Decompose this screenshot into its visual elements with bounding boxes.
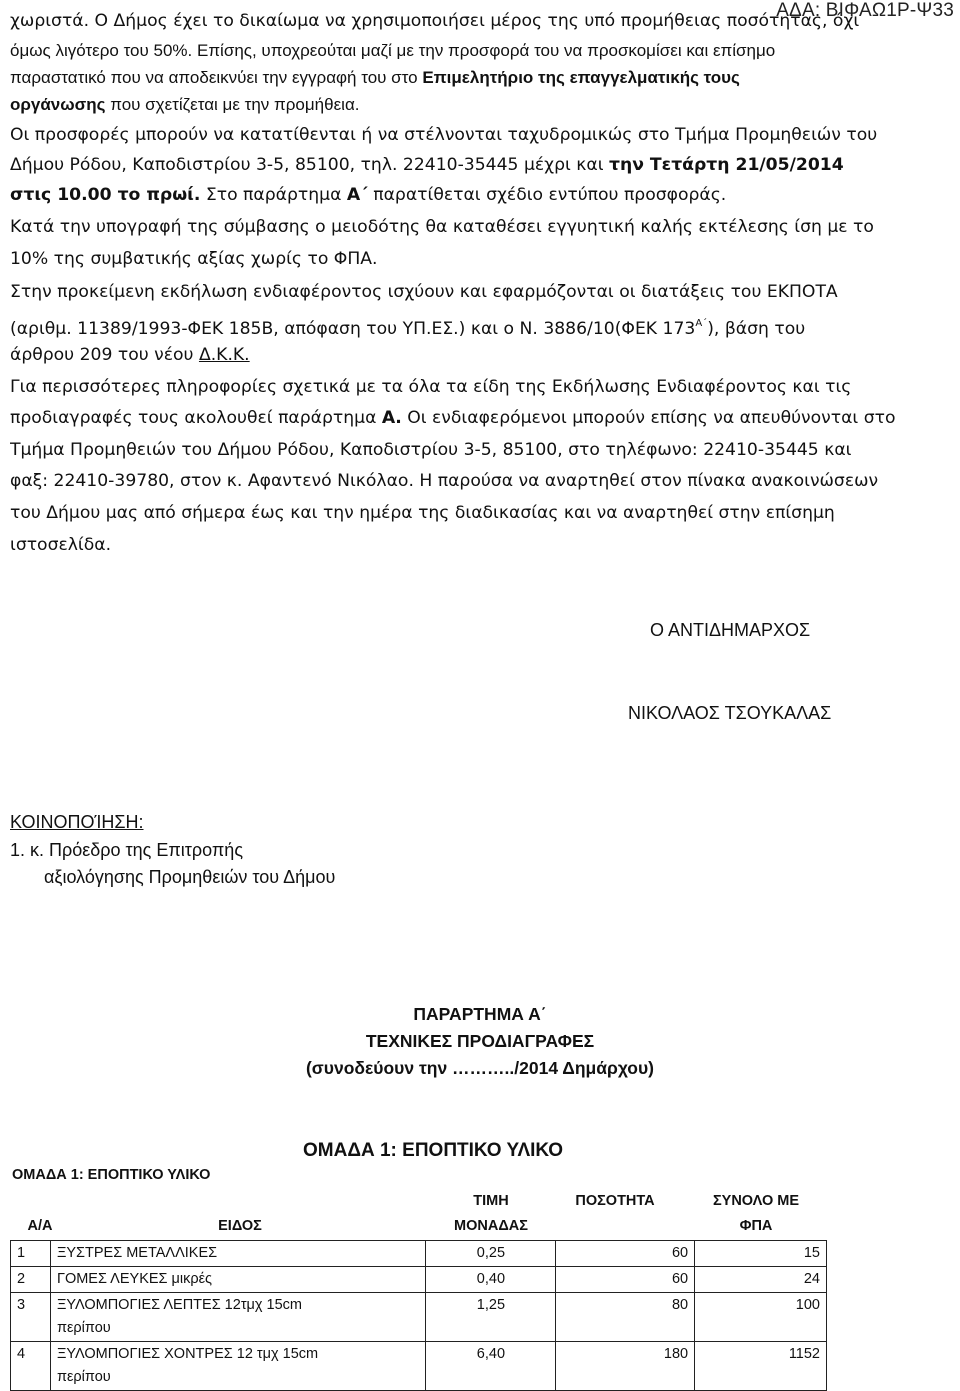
header-quantity: ΠΟΣΟΤΗΤΑ <box>575 1193 655 1209</box>
cell-quantity: 80 <box>556 1293 695 1342</box>
text-span: ιστοσελίδα. <box>10 535 112 555</box>
text-span: που σχετίζεται με την προμήθεια. <box>110 95 360 114</box>
text-span: Οι προσφορές μπορούν να κατατίθενται ή να στέλνονται ταχυδρομικώς στο Τμήμα Προμηθειών του <box>10 125 878 145</box>
header-total-line-1: ΣΥΝΟΛΟ ΜΕ <box>712 1193 800 1209</box>
text-span: προδιαγραφές τους ακολουθεί παράρτημα <box>10 408 377 428</box>
text-span: Τμήμα Προμηθειών του Δήμου Ρόδου, Καποδιστρίου 3-5, 85100, στο τηλέφωνο: 22410-35445 και <box>10 440 852 460</box>
cell-quantity: 60 <box>556 1267 695 1293</box>
header-price-line-2: ΜΟΝΑΔΑΣ <box>454 1218 528 1234</box>
item-name-continued: περίπου <box>56 1320 111 1336</box>
bold-text: Α. <box>381 408 402 428</box>
paragraph-line <box>10 248 898 270</box>
header-item: ΕΙΔΟΣ <box>218 1218 262 1234</box>
text-span: φαξ: 22410-39780, στον κ. Αφαντενό Νικόλαο. Η παρούσα να αναρτηθεί στον πίνακα ανακοινώσεων <box>10 471 879 491</box>
cell-quantity: 60 <box>556 1241 695 1267</box>
cell-quantity: 180 <box>556 1342 695 1391</box>
cell-item <box>50 1241 426 1267</box>
table-row <box>11 1342 827 1391</box>
paragraph-line <box>10 40 898 62</box>
text-span: (αριθμ. 11389/1993-ΦΕΚ 185Β, απόφαση του ΥΠ.ΕΣ.) και ο Ν. 3886/10(ΦΕΚ 173 <box>10 319 696 339</box>
cell-price: 1,25 <box>426 1293 556 1342</box>
notification-item: 1. κ. Πρόεδρο της Επιτροπής <box>10 840 243 860</box>
ada-code: ΑΔΑ: ΒΙΦΑΩ1Ρ-Ψ33 <box>776 0 954 21</box>
header-price-line-1: ΤΙΜΗ <box>473 1193 509 1209</box>
cell-aa: 3 <box>11 1293 51 1342</box>
header-total-line-2: ΦΠΑ <box>739 1218 773 1234</box>
annex-title: ΠΑΡΑΡΤΗΜΑ Α΄ <box>413 1004 547 1024</box>
cell-aa: 4 <box>11 1342 51 1391</box>
notification-heading: ΚΟΙΝΟΠΟΊΗΣΗ: <box>10 812 144 832</box>
items-table-body <box>11 1241 827 1391</box>
cell-item <box>50 1293 426 1342</box>
table-row <box>11 1241 827 1267</box>
paragraph-line <box>10 439 898 461</box>
paragraph-line <box>10 344 898 366</box>
bold-text: Επιμελητήριο της επαγγελματικής τους <box>422 68 740 87</box>
item-name: ΞΥΣΤΡΕΣ ΜΕΤΑΛΛΙΚΕΣ <box>56 1245 218 1261</box>
cell-price: 6,40 <box>426 1342 556 1391</box>
paragraph-line <box>10 124 898 146</box>
cell-price: 0,25 <box>426 1241 556 1267</box>
item-name: ΞΥΛΟΜΠΟΓΙΕΣ ΧΟΝΤΡΕΣ 12 τμχ 15cm <box>56 1346 319 1362</box>
item-name-continued: περίπου <box>56 1369 111 1385</box>
paragraph-line <box>10 281 898 303</box>
text-span: όμως λιγότερο του 50%. Επίσης, υποχρεούται μαζί με την προσφορά του να προσκομίσει και επίσημο <box>10 41 776 60</box>
table-row <box>11 1293 827 1342</box>
text-span: χωριστά. Ο Δήμος έχει το δικαίωμα να χρησιμοποιήσει μέρος της υπό προμήθειας ποσότητας, όχι <box>10 11 860 31</box>
paragraph-line <box>10 216 898 238</box>
text-span: παρατίθεται σχέδιο εντύπου προσφοράς. <box>373 185 727 205</box>
paragraph-line <box>10 376 898 398</box>
cell-aa: 2 <box>11 1267 51 1293</box>
annex-subtitle: ΤΕΧΝΙΚΕΣ ΠΡΟΔΙΑΓΡΑΦΕΣ <box>365 1031 595 1051</box>
paragraph-line <box>10 67 898 89</box>
signature-name: ΝΙΚΟΛΑΟΣ ΤΣΟΥΚΑΛΑΣ <box>628 703 832 723</box>
paragraph-line <box>10 154 898 176</box>
text-span: Δήμου Ρόδου, Καποδιστρίου 3-5, 85100, τηλ. 22410-35445 μέχρι και <box>10 155 604 175</box>
item-name: ΞΥΛΟΜΠΟΓΙΕΣ ΛΕΠΤΕΣ 12τμχ 15cm <box>56 1297 302 1313</box>
text-span: Στην προκείμενη εκδήλωση ενδιαφέροντος ισχύουν και εφαρμόζονται οι διατάξεις του ΕΚΠΟΤΑ <box>10 282 838 302</box>
group-title-small: ΟΜΑΔΑ 1: ΕΠΟΠΤΙΚΟ ΥΛΙΚΟ <box>12 1167 211 1183</box>
paragraph-line <box>10 10 898 32</box>
text-span: παραστατικό που να αποδεικνύει την εγγραφή του στο <box>10 68 418 87</box>
paragraph-line <box>10 184 898 206</box>
text-span: ), βάση του <box>707 319 806 339</box>
paragraph-line <box>10 313 898 340</box>
group-title-large: ΟΜΑΔΑ 1: ΕΠΟΠΤΙΚΟ ΥΛΙΚΟ <box>303 1140 564 1161</box>
text-span: άρθρου 209 του νέου <box>10 345 194 365</box>
cell-aa: 1 <box>11 1241 51 1267</box>
text-span: Στο παράρτημα <box>205 185 342 205</box>
cell-item <box>50 1267 426 1293</box>
text-span: του Δήμου μας από σήμερα έως και την ημέρα της διαδικασίας και να αναρτηθεί στην επίσημη <box>10 503 835 523</box>
text-span: 10% της συμβατικής αξίας χωρίς το ΦΠΑ. <box>10 249 378 269</box>
cell-item <box>50 1342 426 1391</box>
header-aa: Α/Α <box>27 1218 53 1234</box>
signature-title: Ο ΑΝΤΙΔΗΜΑΡΧΟΣ <box>650 620 811 640</box>
text-span: Οι ενδιαφερόμενοι μπορούν επίσης να απευθύνονται στο <box>407 408 896 428</box>
notification-item-continued: αξιολόγησης Προμηθειών του Δήμου <box>44 867 336 887</box>
cell-total: 24 <box>695 1267 827 1293</box>
cell-total: 100 <box>695 1293 827 1342</box>
paragraph-line <box>10 534 898 556</box>
bold-text: την Τετάρτη 21/05/2014 <box>609 155 844 175</box>
bold-text: στις 10.00 το πρωί. <box>10 185 201 205</box>
superscript: Α΄ <box>695 318 708 329</box>
cell-total: 15 <box>695 1241 827 1267</box>
underlined-text: Δ.Κ.Κ. <box>198 345 250 365</box>
paragraph-line <box>10 470 898 492</box>
bold-text: Α΄ <box>346 185 368 205</box>
text-span: Για περισσότερες πληροφορίες σχετικά με τα όλα τα είδη της Εκδήλωσης Ενδιαφέροντος και τις <box>10 377 852 397</box>
paragraph-line <box>10 502 898 524</box>
paragraph-line <box>10 407 898 429</box>
annex-note: (συνοδεύουν την ………../2014 Δημάρχου) <box>305 1058 654 1078</box>
text-span: Κατά την υπογραφή της σύμβασης ο μειοδότης θα καταθέσει εγγυητική καλής εκτέλεσης ίση με το <box>10 217 874 237</box>
paragraph-line <box>10 94 898 116</box>
table-row <box>11 1267 827 1293</box>
cell-price: 0,40 <box>426 1267 556 1293</box>
cell-total: 1152 <box>695 1342 827 1391</box>
bold-text: οργάνωσης <box>10 95 106 114</box>
items-table <box>10 1240 827 1391</box>
item-name: ΓΟΜΕΣ ΛΕΥΚΕΣ μικρές <box>56 1271 213 1287</box>
